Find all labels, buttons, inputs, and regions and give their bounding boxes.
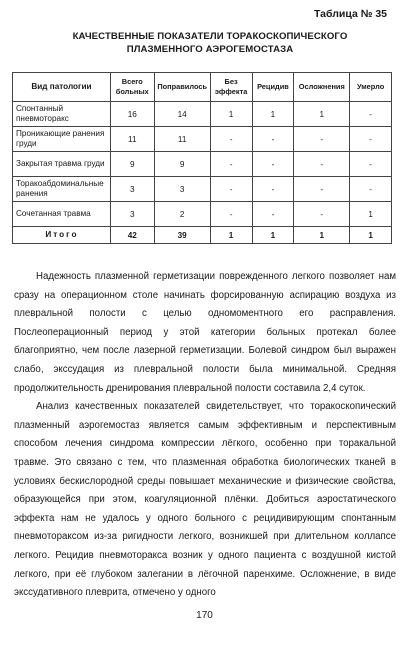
- cell-total: 3: [110, 177, 154, 202]
- total-recovered: 39: [154, 227, 210, 244]
- cell-died: -: [350, 102, 392, 127]
- cell-no-effect: 1: [210, 102, 252, 127]
- page-number: 170: [196, 610, 213, 621]
- total-patients: 42: [110, 227, 154, 244]
- header-complications: Осложнения: [294, 73, 350, 102]
- cell-complications: -: [294, 177, 350, 202]
- header-no-effect: Без эффекта: [210, 73, 252, 102]
- table-row: [13, 102, 392, 127]
- table-title: [40, 30, 380, 56]
- body-text: [14, 268, 396, 603]
- table-title-line-2: ПЛАЗМЕННОГО АЭРОГЕМОСТАЗА: [126, 44, 294, 55]
- cell-died: 1: [350, 202, 392, 227]
- table-row: [13, 177, 392, 202]
- cell-relapse: -: [252, 127, 294, 152]
- cell-complications: -: [294, 202, 350, 227]
- header-recovered: Поправилось: [154, 73, 210, 102]
- table-row: [13, 127, 392, 152]
- cell-recovered: 3: [154, 177, 210, 202]
- results-table: [12, 72, 392, 244]
- cell-total: 9: [110, 152, 154, 177]
- header-relapse: Рецидив: [252, 73, 294, 102]
- cell-recovered: 11: [154, 127, 210, 152]
- cell-recovered: 2: [154, 202, 210, 227]
- cell-total: 11: [110, 127, 154, 152]
- header-pathology: Вид патологии: [13, 73, 111, 102]
- cell-relapse: -: [252, 202, 294, 227]
- cell-no-effect: -: [210, 127, 252, 152]
- header-total-patients: Всего больных: [110, 73, 154, 102]
- cell-no-effect: -: [210, 152, 252, 177]
- cell-relapse: -: [252, 177, 294, 202]
- paragraph: Надежность плазменной герметизации поврежденного легкого позволяет нам сразу на операционном столе начинать форсированную аспирацию воздуха из плевральной полости с целью одномоментного его расправления. Послеоперационный период у этой категории больных протекал более благоприятно, чем после лазерной герметизации. Болевой синдром был выражен слабо, экссудация из плевральной полости была минимальной. Средняя продолжительность дренирования плевральной полости составила 2,4 суток.: [14, 271, 396, 394]
- cell-no-effect: -: [210, 177, 252, 202]
- cell-total: 16: [110, 102, 154, 127]
- cell-no-effect: -: [210, 202, 252, 227]
- row-pathology: Торакоабдоминальные ранения: [13, 177, 111, 202]
- header-died: Умерло: [350, 73, 392, 102]
- cell-complications: -: [294, 152, 350, 177]
- cell-died: -: [350, 177, 392, 202]
- row-pathology: Проникающие ранения груди: [13, 127, 111, 152]
- cell-total: 3: [110, 202, 154, 227]
- total-label: Итого: [13, 227, 111, 244]
- cell-died: -: [350, 152, 392, 177]
- cell-complications: -: [294, 127, 350, 152]
- cell-relapse: 1: [252, 102, 294, 127]
- table-header-row: [13, 73, 392, 102]
- table-total-row: [13, 227, 392, 244]
- total-no-effect: 1: [210, 227, 252, 244]
- total-complications: 1: [294, 227, 350, 244]
- table-title-line-1: КАЧЕСТВЕННЫЕ ПОКАЗАТЕЛИ ТОРАКОСКОПИЧЕСКОГО: [72, 31, 348, 42]
- total-relapse: 1: [252, 227, 294, 244]
- cell-recovered: 14: [154, 102, 210, 127]
- table-row: [13, 202, 392, 227]
- table-number-label: Таблица № 35: [314, 8, 387, 20]
- cell-died: -: [350, 127, 392, 152]
- total-died: 1: [350, 227, 392, 244]
- cell-relapse: -: [252, 152, 294, 177]
- paragraph: Анализ качественных показателей свидетельствует, что торакоскопический плазменный аэрогемостаз является самым эффективным и перспективным способом лечения синдрома компрессии лёгкого, особенно при торакальной травме. Это связано с тем, что плазменная обработка биологических тканей в условиях бескислородной среды повышает механические и физические свойства, образующейся при этом, коагуляционной плёнки. Добиться аэростатического эффекта нам не удалось у одного больного с рецидивирующим спонтанным пневмотораксом из-за ригидности легкого, возникшей при длительном коллапсе легкого. Рецидив пневмоторакса возник у одного пациента с воздушной кистой легкого, при её глубоком залегании в лёгочной паренхиме. Осложнение, в виде экссудативного плеврита, отмечено у одного: [14, 401, 396, 599]
- row-pathology: Спонтанный пневмоторакс: [13, 102, 111, 127]
- table-row: [13, 152, 392, 177]
- row-pathology: Закрытая травма груди: [13, 152, 111, 177]
- cell-recovered: 9: [154, 152, 210, 177]
- row-pathology: Сочетанная травма: [13, 202, 111, 227]
- cell-complications: 1: [294, 102, 350, 127]
